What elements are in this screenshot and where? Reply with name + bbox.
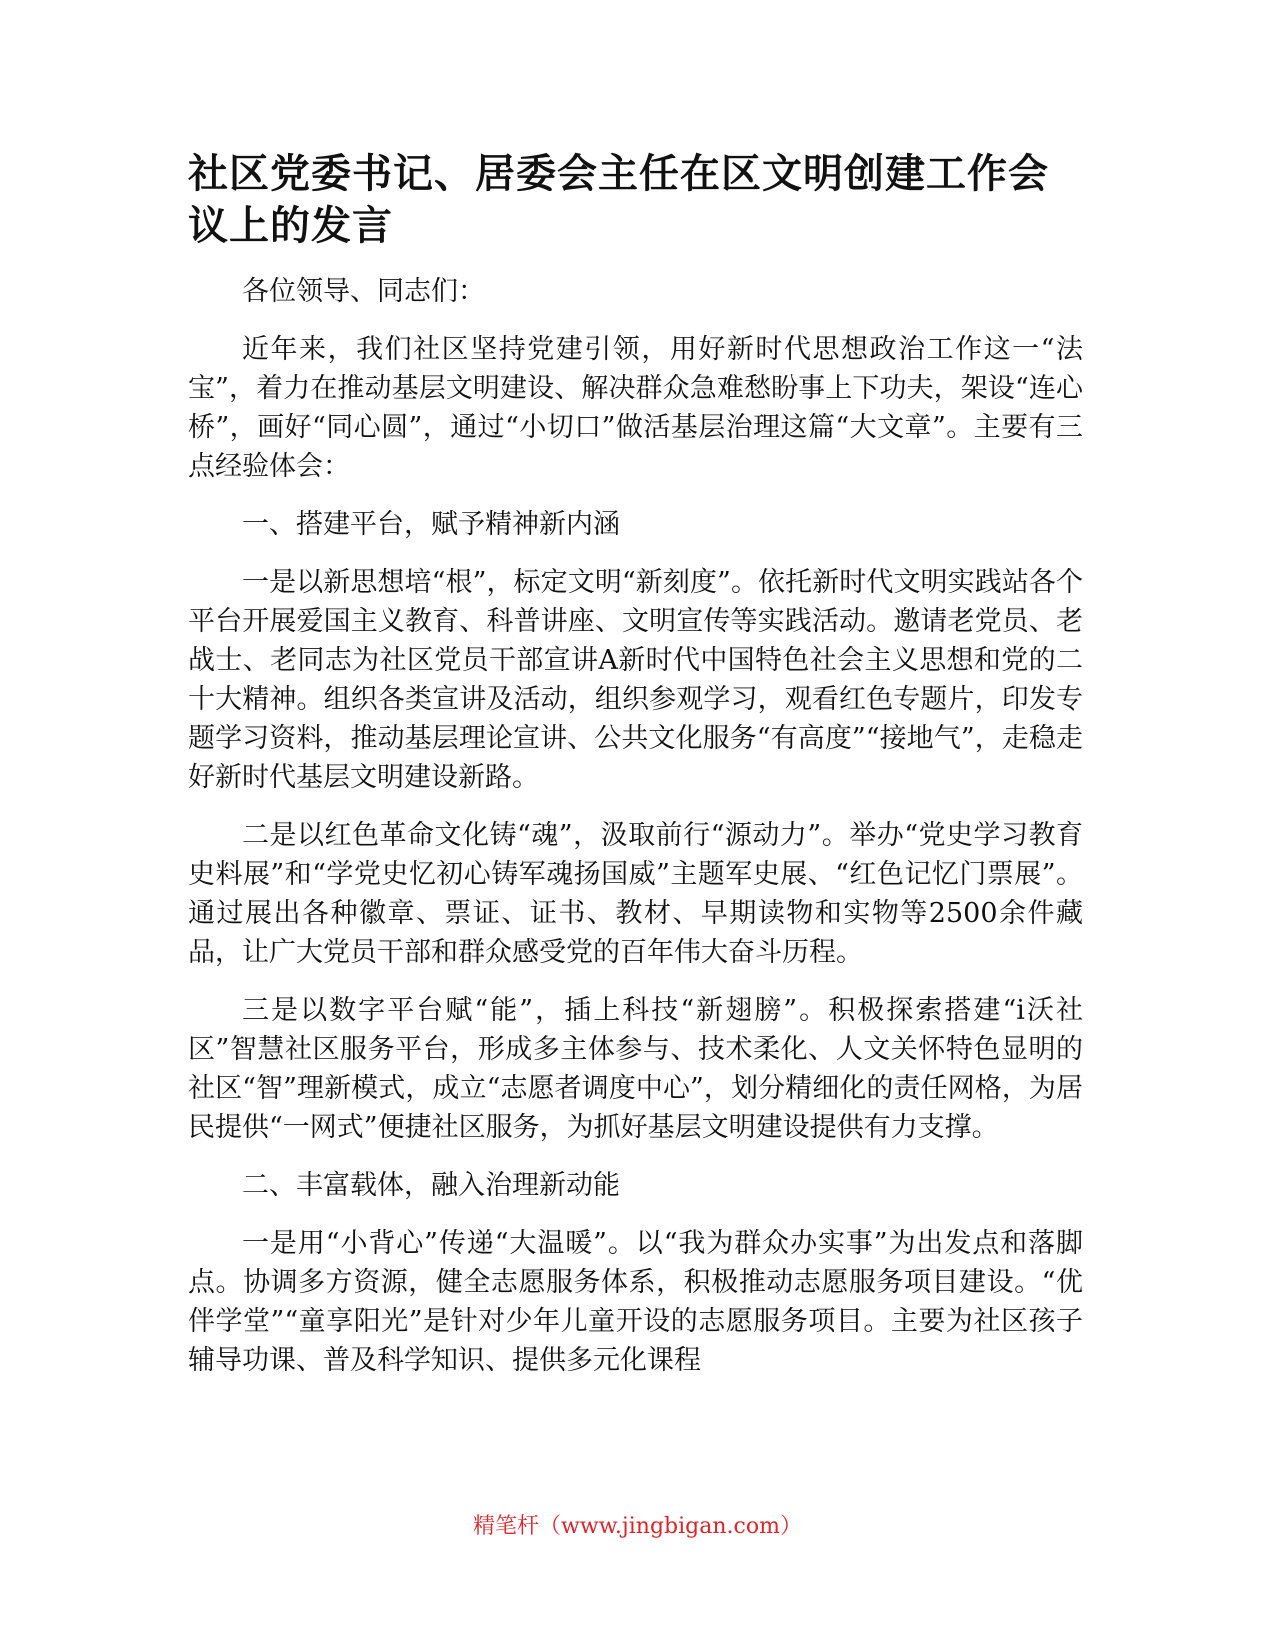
body-paragraph: 一是用“小背心”传递“大温暖”。以“我为群众办实事”为出发点和落脚点。协调多方资源，健全志愿服务体系，积极推动志愿服务项目建设。“优伴学堂”“童享阳光”是针对少年儿童开设的志愿服务项目。主要为社区孩子辅导功课、普及科学知识、提供多元化课程 [188,1228,1083,1376]
intro-paragraph: 近年来，我们社区坚持党建引领，用好新时代思想政治工作这一“法宝”，着力在推动基层文明建设、解决群众急难愁盼事上下功夫，架设“连心桥”，画好“同心圆”，通过“小切口”做活基层治理这篇“大文章”。主要有三点经验体会： [188,334,1083,482]
body-paragraph: 一是以新思想培“根”，标定文明“新刻度”。依托新时代文明实践站各个平台开展爱国主义教育、科普讲座、文明宣传等实践活动。邀请老党员、老战士、老同志为社区党员干部宣讲A新时代中国特色社会主义思想和党的二十大精神。组织各类宣讲及活动，组织参观学习，观看红色专题片，印发专题学习资料，推动基层理论宣讲、公共文化服务“有高度”“接地气”，走稳走好新时代基层文明建设新路。 [188,567,1083,793]
document-body [188,148,1083,1399]
salutation: 各位领导、同志们： [242,276,485,307]
section-heading-1: 一、搭建平台，赋予精神新内涵 [242,509,620,540]
body-paragraph: 三是以数字平台赋“能”，插上科技“新翅膀”。积极探索搭建“i沃社区”智慧社区服务平台，形成多主体参与、技术柔化、人文关怀特色显明的社区“智”理新模式，成立“志愿者调度中心”，划分精细化的责任网格，为居民提供“一网式”便捷社区服务，为抓好基层文明建设提供有力支撑。 [188,995,1083,1143]
footer-watermark: 精笔杆（www.jingbigan.com） [473,1514,802,1539]
body-paragraph: 二是以红色革命文化铸“魂”，汲取前行“源动力”。举办“党史学习教育史料展”和“学党史忆初心铸军魂扬国威”主题军史展、“红色记忆门票展”。通过展出各种徽章、票证、证书、教材、早期读物和实物等2500余件藏品，让广大党员干部和群众感受党的百年伟大奋斗历程。 [188,820,1083,968]
document-title: 社区党委书记、居委会主任在区文明创建工作会议上的发言 [188,151,1049,249]
section-heading-2: 二、丰富载体，融入治理新动能 [242,1170,620,1201]
